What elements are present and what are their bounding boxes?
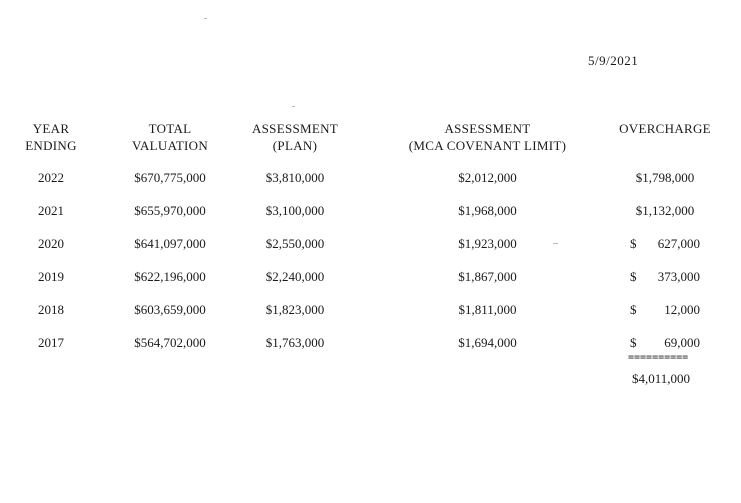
total-overcharge: $4,011,000 bbox=[632, 371, 691, 386]
overcharge-amount: 627,000 bbox=[657, 236, 700, 251]
valuation-cell: $655,970,000 bbox=[134, 203, 206, 218]
plan-cell: $3,100,000 bbox=[265, 203, 325, 218]
valuation-cell: $622,196,000 bbox=[134, 269, 206, 284]
year-cell: 2017 bbox=[38, 335, 64, 350]
header-total-valuation: TOTAL VALUATION bbox=[131, 121, 209, 153]
overcharge-amount: 12,000 bbox=[664, 302, 700, 317]
dollar-sign: $ bbox=[630, 335, 637, 350]
valuation-cell: $603,659,000 bbox=[134, 302, 206, 317]
mca-cell: $1,694,000 bbox=[458, 335, 517, 350]
mca-cell: $1,867,000 bbox=[458, 269, 517, 284]
dollar-sign: $ bbox=[630, 269, 637, 284]
valuation-cell: $564,702,000 bbox=[134, 335, 206, 350]
table-row bbox=[0, 170, 741, 190]
mca-cell: $1,968,000 bbox=[458, 203, 517, 218]
valuation-cell: $670,775,000 bbox=[134, 170, 206, 185]
plan-cell: $1,823,000 bbox=[265, 302, 325, 317]
year-cell: 2019 bbox=[38, 269, 64, 284]
header-assessment-plan: ASSESSMENT (PLAN) bbox=[251, 121, 339, 153]
scan-speck bbox=[292, 106, 295, 107]
year-cell: 2022 bbox=[38, 170, 64, 185]
overcharge-amount: 373,000 bbox=[657, 269, 700, 284]
total-double-rule: ========== bbox=[628, 352, 689, 363]
header-overcharge: OVERCHARGE bbox=[619, 121, 711, 136]
year-cell: 2020 bbox=[38, 236, 64, 251]
plan-cell: $2,240,000 bbox=[265, 269, 325, 284]
document-date: 5/9/2021 bbox=[588, 53, 639, 68]
scan-speck bbox=[204, 18, 207, 19]
overcharge-amount: 69,000 bbox=[664, 335, 700, 350]
dollar-sign: $ bbox=[630, 236, 637, 251]
header-year-ending: YEAR ENDING bbox=[25, 121, 77, 153]
table-row bbox=[0, 236, 741, 256]
table-row bbox=[0, 302, 741, 322]
year-cell: 2018 bbox=[38, 302, 64, 317]
overcharge-cell: $1,798,000 bbox=[635, 170, 695, 185]
valuation-cell: $641,097,000 bbox=[134, 236, 206, 251]
mca-cell: $2,012,000 bbox=[458, 170, 517, 185]
year-cell: 2021 bbox=[38, 203, 64, 218]
overcharge-cell bbox=[610, 269, 720, 285]
overcharge-cell bbox=[610, 236, 720, 252]
table-row bbox=[0, 269, 741, 289]
plan-cell: $3,810,000 bbox=[265, 170, 325, 185]
header-assessment-mca: ASSESSMENT (MCA COVENANT LIMIT) bbox=[408, 121, 567, 153]
mca-cell: $1,811,000 bbox=[458, 302, 517, 317]
plan-cell: $1,763,000 bbox=[265, 335, 325, 350]
table-row bbox=[0, 203, 741, 223]
overcharge-cell bbox=[610, 335, 720, 351]
overcharge-cell bbox=[610, 302, 720, 318]
plan-cell: $2,550,000 bbox=[265, 236, 325, 251]
dollar-sign: $ bbox=[630, 302, 637, 317]
mca-cell: $1,923,000 bbox=[458, 236, 517, 251]
overcharge-cell: $1,132,000 bbox=[635, 203, 695, 218]
